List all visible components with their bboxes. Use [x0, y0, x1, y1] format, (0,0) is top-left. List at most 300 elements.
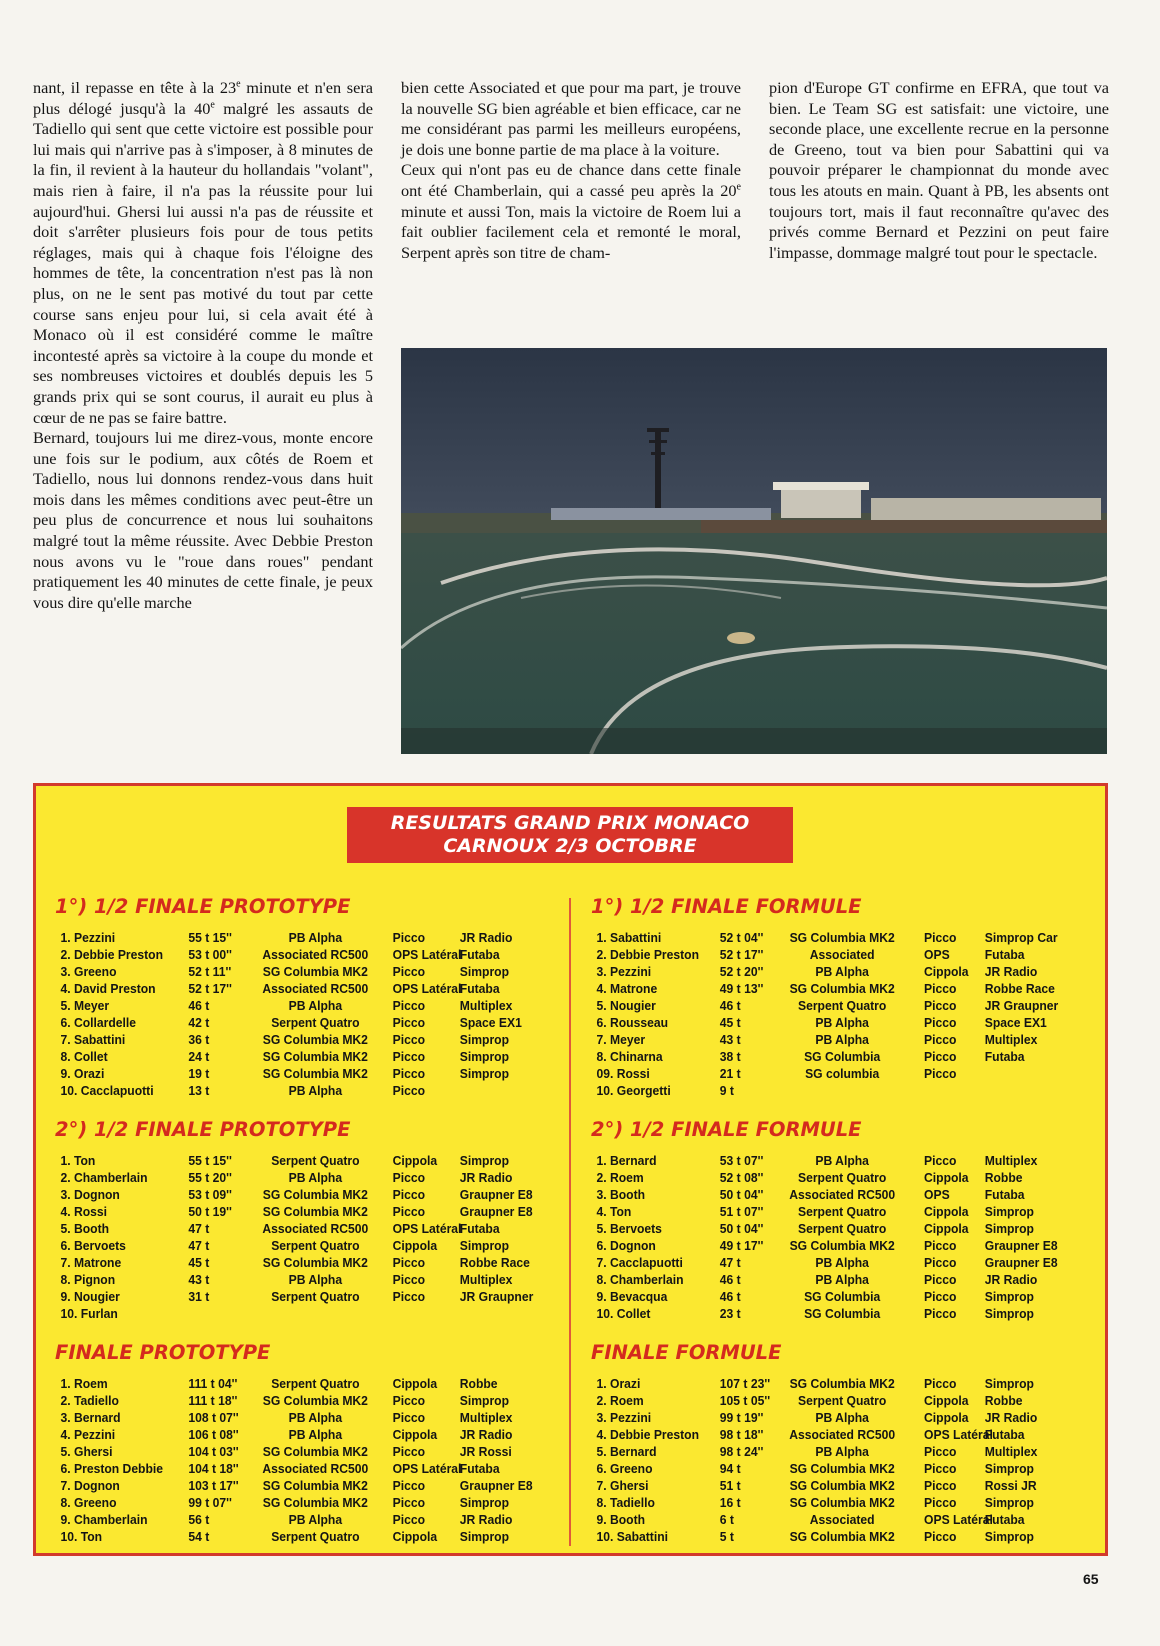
result-engine: Picco — [392, 1204, 426, 1219]
results-title-line-2: CARNOUX 2/3 OCTOBRE — [443, 835, 697, 857]
result-car: Associated RC500 — [262, 981, 369, 996]
result-radio: Simprop — [984, 1221, 1034, 1236]
result-time: 46 t — [719, 1289, 741, 1304]
result-row — [591, 980, 1069, 997]
result-engine: OPS Latéral — [392, 1221, 462, 1236]
result-car: Serpent Quatro — [271, 1238, 360, 1253]
result-row — [55, 1271, 533, 1288]
result-time: 46 t — [719, 998, 741, 1013]
result-driver: 1. Bernard — [596, 1153, 657, 1168]
section-heading: 1°) 1/2 FINALE PROTOTYPE — [55, 895, 351, 918]
result-engine: Picco — [924, 1529, 957, 1544]
result-radio: Simprop — [459, 1529, 510, 1544]
result-engine: Picco — [924, 1032, 957, 1047]
article-column-3 — [769, 78, 1109, 263]
article-paragraph: pion d'Europe GT confirme en EFRA, que tout va bien. Le Team SG est satisfait: une victoire, une seconde place, une excellente recrue en la personne de Greeno, tout va bien pour Sabattini qui va pouvoir préparer le championnat du monde avec tous les atouts en main. Quant à PB, les absents ont toujours tort, mais il faut reconnaître qu'avec des privés comme Bernard et Pezzini on peut faire l'impasse, dommage malgré tout pour le spectacle. — [769, 78, 1109, 262]
result-row — [591, 1288, 1069, 1305]
result-time: 50 t 19'' — [188, 1204, 232, 1219]
result-time: 36 t — [188, 1032, 210, 1047]
race-track-photo — [401, 348, 1107, 754]
result-driver: 1. Roem — [60, 1376, 108, 1391]
article-paragraph: nant, il repasse en tête à la 23e minute et n'en sera plus délogé jusqu'à la 40e malgré les assauts de Tadiello qui sent que cette victoire est possible pour lui mais qui n'arrive pas à s'imposer, à 8 minutes de la fin, il revient à la hauteur du hollandais "volant", mais rien à faire, il n'a pas la réussite pour lui aujourd'hui. Ghersi lui aussi n'a pas de réussite et doit s'arrêter plusieurs fois pour de tous petits réglages, mais qui à chaque fois l'éloigne des hommes de tête, la concentration n'est pas là non plus, on ne le sent pas motivé du tout par cette course sans enjeu pour lui, si cela avait été à Monaco où il est considéré comme le maître incontesté après sa victoire à la coupe du monde et ses nombreuses victoires et doublés depuis les 5 grands prix qui se sont courus, il aurait eu plus à cœur de ne pas se faire battre. — [33, 78, 373, 427]
result-car: PB Alpha — [288, 1083, 343, 1098]
result-engine: Picco — [924, 1376, 957, 1391]
result-radio: Simprop — [984, 1376, 1034, 1391]
result-radio: JR Graupner — [459, 1289, 534, 1304]
result-engine: Picco — [924, 930, 957, 945]
result-driver: 6. Greeno — [596, 1461, 653, 1476]
result-row — [55, 1392, 533, 1409]
result-driver: 10. Georgetti — [596, 1083, 671, 1098]
result-driver: 2. Debbie Preston — [596, 947, 700, 962]
result-car: PB Alpha — [288, 1512, 343, 1527]
result-radio: Futaba — [984, 1187, 1025, 1202]
result-time: 105 t 05'' — [719, 1393, 771, 1408]
result-radio: Simprop — [984, 1495, 1034, 1510]
result-driver: 6. Bervoets — [60, 1238, 126, 1253]
result-radio: Simprop — [984, 1289, 1034, 1304]
result-car: SG Columbia MK2 — [262, 1495, 368, 1510]
result-engine: Picco — [392, 1512, 426, 1527]
result-radio: Simprop — [984, 1529, 1034, 1544]
result-engine: Cippola — [924, 1221, 969, 1236]
result-time: 21 t — [719, 1066, 741, 1081]
result-radio: Futaba — [459, 947, 500, 962]
result-row — [591, 1031, 1069, 1048]
result-car: SG Columbia MK2 — [789, 1461, 895, 1476]
result-radio: Simprop — [459, 1049, 510, 1064]
result-radio: Multiplex — [459, 1272, 513, 1287]
result-time: 47 t — [188, 1238, 210, 1253]
result-engine: Picco — [924, 1461, 957, 1476]
result-radio: Multiplex — [459, 998, 513, 1013]
result-car: Serpent Quatro — [271, 1153, 360, 1168]
result-time: 53 t 09'' — [188, 1187, 232, 1202]
result-engine: Cippola — [924, 1204, 969, 1219]
result-radio: Simprop — [459, 1495, 510, 1510]
result-row — [591, 1443, 1069, 1460]
result-time: 13 t — [188, 1083, 210, 1098]
result-driver: 10. Sabattini — [596, 1529, 668, 1544]
result-radio: Futaba — [984, 947, 1025, 962]
result-engine: Picco — [392, 1272, 426, 1287]
result-time: 51 t 07'' — [719, 1204, 764, 1219]
result-driver: 3. Booth — [596, 1187, 646, 1202]
result-radio: Robbe — [459, 1376, 498, 1391]
result-time: 56 t — [188, 1512, 210, 1527]
result-time: 50 t 04'' — [719, 1221, 764, 1236]
result-driver: 09. Rossi — [596, 1066, 650, 1081]
section-heading: 2°) 1/2 FINALE PROTOTYPE — [55, 1118, 351, 1141]
result-radio: Simprop — [984, 1204, 1034, 1219]
result-driver: 10. Ton — [60, 1529, 103, 1544]
result-car: PB Alpha — [288, 1410, 343, 1425]
result-time: 106 t 08'' — [188, 1427, 239, 1442]
result-driver: 3. Bernard — [60, 1410, 121, 1425]
result-engine: Cippola — [924, 964, 969, 979]
result-radio: Space EX1 — [984, 1015, 1047, 1030]
result-engine: Picco — [924, 1495, 957, 1510]
result-driver: 10. Collet — [596, 1306, 651, 1321]
result-time: 52 t 17'' — [719, 947, 764, 962]
result-car: SG columbia — [805, 1066, 880, 1081]
result-rows — [55, 1152, 575, 1322]
result-engine: Picco — [924, 1066, 957, 1081]
result-driver: 1. Sabattini — [596, 930, 662, 945]
result-driver: 8. Collet — [60, 1049, 108, 1064]
result-engine: Picco — [392, 1444, 426, 1459]
result-row — [591, 1169, 1069, 1186]
result-car: Associated — [809, 947, 875, 962]
result-row — [55, 1082, 533, 1099]
result-engine: Picco — [392, 1187, 426, 1202]
result-driver: 1. Ton — [60, 1153, 96, 1168]
result-driver: 10. Cacclapuotti — [60, 1083, 154, 1098]
result-car: PB Alpha — [815, 1272, 869, 1287]
article-paragraph: Ceux qui n'ont pas eu de chance dans cette finale ont été Chamberlain, qui a cassé peu après la 20e minute et aussi Ton, mais la victoire de Roem lui a fait oublier facilement cela et remonté le moral, Serpent après son titre de cham- — [401, 160, 741, 262]
result-time: 46 t — [719, 1272, 741, 1287]
result-engine: Cippola — [392, 1529, 438, 1544]
result-engine: Picco — [392, 1478, 426, 1493]
result-row — [55, 1031, 533, 1048]
result-radio: Robbe — [984, 1393, 1023, 1408]
result-radio: Graupner E8 — [459, 1478, 533, 1493]
result-engine: OPS — [924, 1187, 950, 1202]
result-row — [591, 1048, 1069, 1065]
article-paragraph: bien cette Associated et que pour ma part, je trouve la nouvelle SG bien agréable et bien efficace, car ne me considérant pas parmi les meilleurs européens, je dois une bonne partie de ma place à la voiture. — [401, 78, 741, 159]
article-column-1 — [33, 78, 373, 613]
result-time: 52 t 20'' — [719, 964, 764, 979]
result-driver: 9. Booth — [596, 1512, 646, 1527]
result-driver: 5. Meyer — [60, 998, 110, 1013]
result-row — [55, 1186, 533, 1203]
result-radio: Simprop — [459, 1393, 510, 1408]
section-1-half-final-prototype — [55, 894, 575, 1099]
result-radio: Simprop — [459, 1153, 510, 1168]
result-engine: Picco — [392, 1083, 426, 1098]
result-driver: 6. Collardelle — [60, 1015, 137, 1030]
result-time: 46 t — [188, 998, 210, 1013]
result-row — [591, 1082, 1069, 1099]
result-driver: 7. Sabattini — [60, 1032, 126, 1047]
result-car: SG Columbia MK2 — [262, 1049, 368, 1064]
result-radio: Simprop — [984, 1306, 1034, 1321]
result-radio: Simprop — [459, 964, 510, 979]
result-engine: Picco — [924, 1153, 957, 1168]
result-engine: Picco — [392, 1393, 426, 1408]
result-time: 6 t — [719, 1512, 734, 1527]
result-radio: Simprop — [459, 1066, 510, 1081]
result-radio: Multiplex — [984, 1153, 1038, 1168]
result-row — [591, 1392, 1069, 1409]
result-row — [55, 946, 533, 963]
result-time: 19 t — [188, 1066, 210, 1081]
article-column-2 — [401, 78, 741, 263]
section-heading: 1°) 1/2 FINALE FORMULE — [591, 895, 862, 918]
result-row — [591, 1271, 1069, 1288]
result-car: PB Alpha — [288, 930, 343, 945]
result-row — [55, 1048, 533, 1065]
result-radio: JR Radio — [459, 1512, 513, 1527]
section-2-half-final-formule — [591, 1117, 1111, 1322]
result-car: Associated RC500 — [262, 947, 369, 962]
result-time: 94 t — [719, 1461, 741, 1476]
result-car: Serpent Quatro — [798, 1393, 887, 1408]
result-radio: Simprop — [459, 1238, 510, 1253]
result-row — [591, 1528, 1069, 1545]
result-time: 104 t 18'' — [188, 1461, 239, 1476]
result-engine: Picco — [924, 1049, 957, 1064]
result-engine: Cippola — [924, 1410, 969, 1425]
result-radio: Multiplex — [459, 1410, 513, 1425]
result-radio: JR Graupner — [984, 998, 1059, 1013]
result-engine: Picco — [392, 1066, 426, 1081]
result-driver: 3. Pezzini — [596, 1410, 652, 1425]
result-engine: OPS Latéral — [392, 947, 462, 962]
result-driver: 7. Ghersi — [596, 1478, 649, 1493]
result-time: 52 t 11'' — [188, 964, 232, 979]
result-car: PB Alpha — [815, 1153, 869, 1168]
result-driver: 6. Preston Debbie — [60, 1461, 164, 1476]
result-radio: Space EX1 — [459, 1015, 522, 1030]
result-row — [55, 1443, 533, 1460]
result-driver: 2. Debbie Preston — [60, 947, 164, 962]
result-row — [55, 1152, 533, 1169]
result-engine: Cippola — [392, 1153, 438, 1168]
result-time: 51 t — [719, 1478, 741, 1493]
result-car: PB Alpha — [815, 1255, 869, 1270]
result-driver: 1. Orazi — [596, 1376, 641, 1391]
result-driver: 4. Matrone — [596, 981, 658, 996]
result-driver: 3. Greeno — [60, 964, 117, 979]
result-row — [591, 1375, 1069, 1392]
result-row — [55, 1409, 533, 1426]
result-time: 52 t 08'' — [719, 1170, 764, 1185]
result-car: Serpent Quatro — [271, 1376, 360, 1391]
result-engine: Picco — [924, 1272, 957, 1287]
result-car: SG Columbia MK2 — [789, 1238, 895, 1253]
result-time: 52 t 04'' — [719, 930, 764, 945]
result-row — [591, 1494, 1069, 1511]
result-car: Associated RC500 — [789, 1187, 896, 1202]
result-car: PB Alpha — [815, 1015, 869, 1030]
result-radio: Futaba — [984, 1427, 1025, 1442]
result-time: 45 t — [188, 1255, 210, 1270]
result-car: PB Alpha — [288, 998, 343, 1013]
result-time: 55 t 15'' — [188, 930, 232, 945]
result-row — [55, 1065, 533, 1082]
result-engine: Picco — [924, 1238, 957, 1253]
result-engine: Cippola — [392, 1427, 438, 1442]
result-driver: 7. Matrone — [60, 1255, 122, 1270]
result-time: 45 t — [719, 1015, 741, 1030]
result-row — [591, 963, 1069, 980]
result-car: SG Columbia MK2 — [262, 964, 368, 979]
result-driver: 3. Pezzini — [596, 964, 652, 979]
result-radio: Multiplex — [984, 1032, 1038, 1047]
result-time: 55 t 15'' — [188, 1153, 232, 1168]
result-row — [591, 1220, 1069, 1237]
result-driver: 4. Debbie Preston — [596, 1427, 700, 1442]
result-time: 42 t — [188, 1015, 210, 1030]
result-row — [591, 946, 1069, 963]
result-engine: OPS Latéral — [924, 1427, 993, 1442]
results-title — [347, 807, 793, 863]
result-driver: 10. Furlan — [60, 1306, 118, 1321]
result-engine: OPS Latéral — [392, 1461, 462, 1476]
result-car: Associated RC500 — [789, 1427, 896, 1442]
result-car: SG Columbia — [804, 1289, 881, 1304]
result-radio: JR Radio — [459, 1170, 513, 1185]
result-driver: 8. Tadiello — [596, 1495, 655, 1510]
result-time: 52 t 17'' — [188, 981, 232, 996]
result-car: SG Columbia MK2 — [789, 1478, 895, 1493]
section-final-formule — [591, 1340, 1111, 1545]
result-driver: 7. Meyer — [596, 1032, 646, 1047]
page-number: 65 — [1083, 1571, 1099, 1587]
result-car: Serpent Quatro — [798, 998, 887, 1013]
result-row — [55, 980, 533, 997]
result-row — [591, 1460, 1069, 1477]
result-car: SG Columbia MK2 — [262, 1478, 368, 1493]
result-engine: Picco — [392, 1255, 426, 1270]
result-engine: Cippola — [924, 1170, 969, 1185]
results-box — [33, 783, 1108, 1556]
result-radio: Graupner E8 — [984, 1255, 1058, 1270]
result-driver: 8. Chamberlain — [596, 1272, 684, 1287]
section-2-half-final-prototype — [55, 1117, 575, 1322]
result-row — [591, 1014, 1069, 1031]
result-driver: 2. Roem — [596, 1170, 644, 1185]
result-rows — [591, 929, 1111, 1099]
result-driver: 9. Bevacqua — [596, 1289, 668, 1304]
result-rows — [591, 1152, 1111, 1322]
result-driver: 8. Greeno — [60, 1495, 117, 1510]
result-time: 98 t 18'' — [719, 1427, 764, 1442]
result-car: Associated — [809, 1512, 875, 1527]
result-time: 99 t 07'' — [188, 1495, 232, 1510]
result-row — [55, 1237, 533, 1254]
result-radio: JR Radio — [984, 1272, 1038, 1287]
result-radio: Robbe Race — [459, 1255, 530, 1270]
result-engine: Picco — [924, 1306, 957, 1321]
result-engine: Picco — [392, 1170, 426, 1185]
result-time: 47 t — [188, 1221, 210, 1236]
result-engine: Cippola — [924, 1393, 969, 1408]
result-radio: JR Rossi — [459, 1444, 512, 1459]
result-time: 111 t 04'' — [188, 1376, 238, 1391]
result-time: 99 t 19'' — [719, 1410, 764, 1425]
results-title-line-1: RESULTATS GRAND PRIX MONACO — [390, 812, 750, 834]
result-car: Serpent Quatro — [798, 1221, 887, 1236]
result-car: SG Columbia MK2 — [262, 1032, 368, 1047]
result-time: 55 t 20'' — [188, 1170, 232, 1185]
result-time: 111 t 18'' — [188, 1393, 238, 1408]
result-car: SG Columbia — [804, 1049, 881, 1064]
result-engine: Picco — [924, 1015, 957, 1030]
result-driver: 5. Booth — [60, 1221, 110, 1236]
result-row — [55, 1460, 533, 1477]
result-engine: Picco — [924, 981, 957, 996]
result-radio: Futaba — [459, 981, 500, 996]
result-car: SG Columbia MK2 — [262, 1204, 368, 1219]
result-radio: Futaba — [984, 1049, 1025, 1064]
result-car: SG Columbia MK2 — [789, 1529, 895, 1544]
result-car: SG Columbia MK2 — [262, 1393, 368, 1408]
result-driver: 5. Nougier — [596, 998, 656, 1013]
result-time: 9 t — [719, 1083, 734, 1098]
result-car: PB Alpha — [815, 1444, 869, 1459]
result-driver: 7. Cacclapuotti — [596, 1255, 683, 1270]
result-row — [55, 997, 533, 1014]
result-driver: 1. Pezzini — [60, 930, 116, 945]
result-driver: 4. Pezzini — [60, 1427, 116, 1442]
result-row — [55, 1426, 533, 1443]
section-heading: FINALE PROTOTYPE — [55, 1341, 271, 1364]
result-time: 53 t 00'' — [188, 947, 232, 962]
result-time: 24 t — [188, 1049, 210, 1064]
result-radio: Futaba — [984, 1512, 1025, 1527]
result-engine: OPS Latéral — [392, 981, 462, 996]
result-driver: 6. Rousseau — [596, 1015, 669, 1030]
result-driver: 6. Dognon — [596, 1238, 656, 1253]
result-car: PB Alpha — [288, 1427, 343, 1442]
result-engine: Picco — [392, 1032, 426, 1047]
result-row — [55, 1254, 533, 1271]
result-time: 43 t — [188, 1272, 210, 1287]
result-radio: Simprop Car — [984, 930, 1058, 945]
result-driver: 2. Roem — [596, 1393, 644, 1408]
result-rows — [591, 1375, 1111, 1545]
result-time: 38 t — [719, 1049, 741, 1064]
result-row — [591, 1186, 1069, 1203]
result-car: SG Columbia MK2 — [789, 1376, 895, 1391]
article-paragraph: Bernard, toujours lui me direz-vous, monte encore une fois sur le podium, aux côtés de Roem et Tadiello, nous lui donnons rendez-vous dans huit mois dans les mêmes conditions avec peut-être un peu plus de concurrence et nous lui souhaitons malgré tout la même réussite. Avec Debbie Preston nous avons vu le "roue dans roues" pendant pratiquement les 40 minutes de cette finale, je peux vous dire qu'elle marche — [33, 428, 373, 612]
result-car: Serpent Quatro — [271, 1529, 360, 1544]
result-engine: Picco — [924, 1255, 957, 1270]
result-driver: 3. Dognon — [60, 1187, 120, 1202]
result-row — [591, 1511, 1069, 1528]
result-time: 108 t 07'' — [188, 1410, 239, 1425]
result-time: 47 t — [719, 1255, 741, 1270]
result-engine: Picco — [924, 1478, 957, 1493]
result-row — [55, 1375, 533, 1392]
result-row — [591, 1254, 1069, 1271]
result-engine: OPS Latéral — [924, 1512, 993, 1527]
result-radio: Futaba — [459, 1461, 500, 1476]
result-driver: 9. Nougier — [60, 1289, 120, 1304]
section-heading: FINALE FORMULE — [591, 1341, 782, 1364]
result-row — [55, 1528, 533, 1545]
result-driver: 5. Bernard — [596, 1444, 657, 1459]
result-radio: Futaba — [459, 1221, 500, 1236]
result-radio: Rossi JR — [984, 1478, 1037, 1493]
section-heading: 2°) 1/2 FINALE FORMULE — [591, 1118, 862, 1141]
result-car: SG Columbia — [804, 1306, 881, 1321]
result-engine: Cippola — [392, 1238, 438, 1253]
result-row — [591, 1152, 1069, 1169]
result-car: SG Columbia MK2 — [789, 1495, 895, 1510]
result-row — [55, 1288, 533, 1305]
result-car: PB Alpha — [815, 1410, 869, 1425]
result-row — [591, 1477, 1069, 1494]
result-radio: Robbe Race — [984, 981, 1055, 996]
result-radio: Graupner E8 — [459, 1204, 533, 1219]
result-car: SG Columbia MK2 — [262, 1444, 368, 1459]
result-row — [55, 1203, 533, 1220]
result-car: PB Alpha — [288, 1170, 343, 1185]
result-car: Serpent Quatro — [271, 1015, 360, 1030]
